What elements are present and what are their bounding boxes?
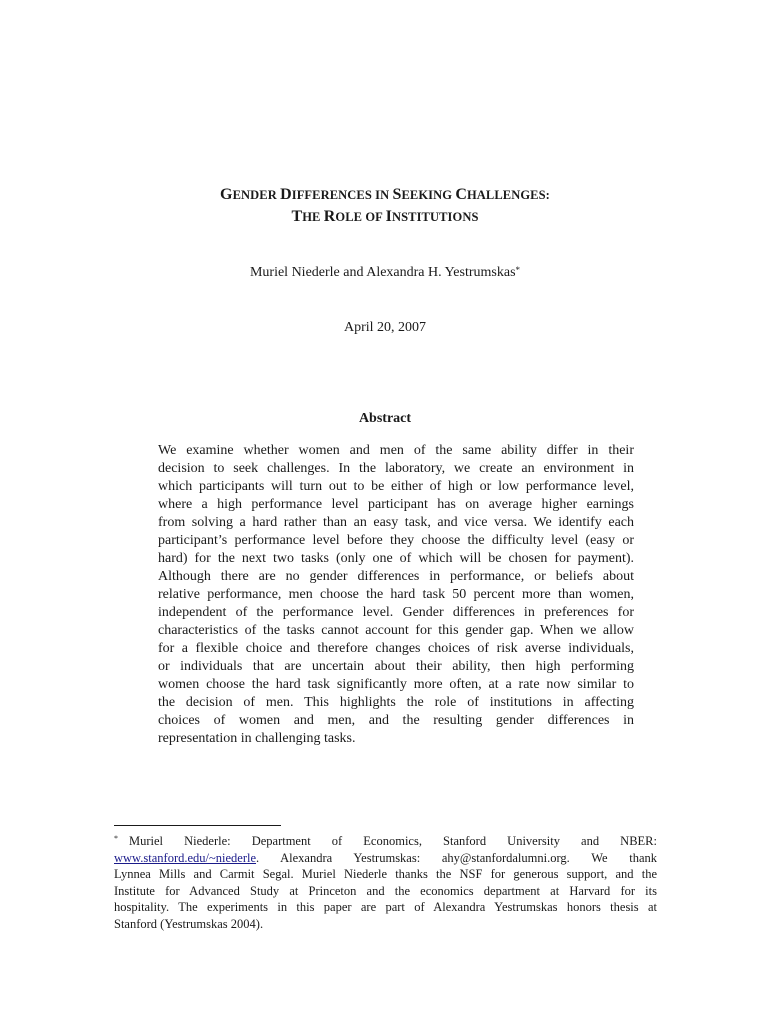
footnote-line: Stanford (Yestrumskas 2004). bbox=[114, 916, 264, 931]
abstract-heading: Abstract bbox=[358, 411, 412, 426]
title-word: ROLE OF bbox=[323, 208, 386, 225]
abstract-line: participant’s performance level before they choose the difficulty level (easy or bbox=[158, 533, 634, 548]
abstract-line: representation in challenging tasks. bbox=[158, 731, 356, 746]
abstract-line: characteristics of the tasks cannot account for this gender gap. When we allow bbox=[158, 623, 634, 638]
title-word: DIFFERENCES IN bbox=[280, 186, 393, 203]
title-word: INSTITUTIONS bbox=[385, 208, 479, 225]
footnote-line: Institute for Advanced Study at Princeton and the economics department at Harvard for its bbox=[114, 883, 657, 898]
abstract-line: choices of women and men, and the resulting gender differences in bbox=[158, 713, 634, 728]
author-names: Muriel Niederle and Alexandra H. Yestrumskas bbox=[249, 265, 516, 280]
footnote-line: www.stanford.edu/~niederle. Alexandra Yestrumskas: ahy@stanfordalumni.org. We thank bbox=[114, 850, 657, 865]
footnote-separator bbox=[114, 825, 281, 826]
title-word: CHALLENGES: bbox=[455, 186, 550, 203]
abstract-line: relative performance, men choose the hard task 50 percent more than women, bbox=[158, 587, 634, 602]
abstract-line: for a flexible choice and therefore changes choices of risk averse individuals, bbox=[158, 641, 634, 656]
footnote-line: hospitality. The experiments in this paper are part of Alexandra Yestrumskas honors thesis at bbox=[114, 900, 657, 914]
abstract-line: We examine whether women and men of the same ability differ in their bbox=[158, 443, 634, 458]
abstract-line: hard) for the next two tasks (only one of which will be chosen for payment). bbox=[158, 551, 634, 566]
author-line bbox=[0, 263, 770, 283]
title-line-1 bbox=[0, 184, 770, 206]
abstract-line: independent of the performance level. Gender differences in preferences for bbox=[158, 605, 634, 620]
abstract-line: Although there are no gender differences in performance, or beliefs about bbox=[158, 569, 634, 584]
title-word: THE bbox=[291, 208, 324, 225]
abstract-line: women choose the hard task significantly more often, at a rate now similar to bbox=[158, 677, 634, 692]
abstract-line: which participants will turn out to be either of high or low performance level, bbox=[158, 479, 634, 494]
abstract-line: where a high performance level participant has on average higher earnings bbox=[158, 497, 634, 512]
footnote-marker: * bbox=[114, 834, 118, 843]
footnote-line: * Muriel Niederle: Department of Economics, Stanford University and NBER: bbox=[114, 834, 657, 848]
abstract-line: decision to seek challenges. In the laboratory, we create an environment in bbox=[158, 461, 634, 476]
author-footnote-marker[interactable]: * bbox=[515, 265, 521, 275]
abstract-text bbox=[158, 442, 634, 748]
abstract-line: or individuals that are uncertain about their ability, then high performing bbox=[158, 659, 634, 674]
footnote bbox=[114, 833, 657, 932]
abstract-line: the decision of men. This highlights the role of institutions in affecting bbox=[158, 695, 634, 710]
author-homepage-link[interactable]: www.stanford.edu/~niederle bbox=[114, 850, 257, 865]
title-word: SEEKING bbox=[392, 186, 456, 203]
publication-date: April 20, 2007 bbox=[343, 320, 427, 335]
title-line-2 bbox=[0, 206, 770, 228]
abstract-line: from solving a hard rather than an easy task, and vice versa. We identify each bbox=[158, 515, 634, 530]
footnote-line: Lynnea Mills and Carmit Segal. Muriel Niederle thanks the NSF for generous support, and the bbox=[114, 867, 657, 881]
title-word: GENDER bbox=[220, 186, 281, 203]
